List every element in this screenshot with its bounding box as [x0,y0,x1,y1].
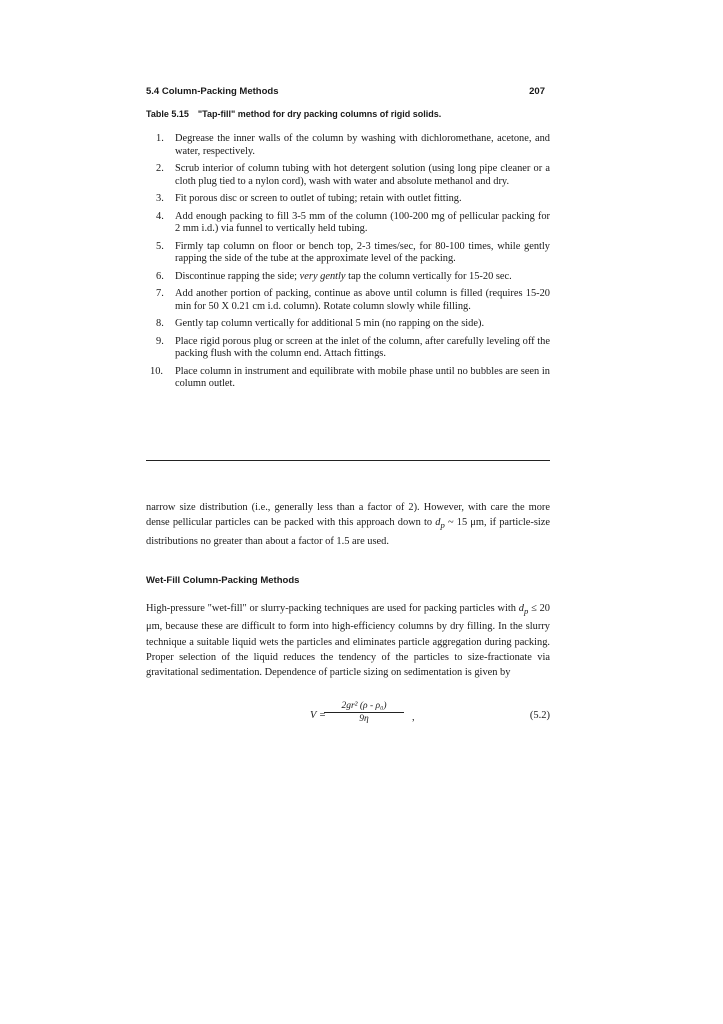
step-item [150,163,550,188]
step-number: 4. [156,210,164,222]
step-text: Place column in instrument and equilibrate with mobile phase until no bubbles are seen in column outlet. [175,365,550,389]
paragraph-text: ≤ 20 μm, because these are difficult to form into high-efficiency columns by dry filling. In the slurry technique a suitable liquid wets the particles and eliminates particle aggregation during packing. Proper selection of the liquid reduces the tendency of the particles to size-fractionate via gravitational sedimentation. Dependence of particle sizing on sedimentation is given by [146,603,550,679]
equation-comma: , [412,712,415,723]
section-heading: Wet-Fill Column-Packing Methods [146,575,300,586]
paragraph-text: High-pressure "wet-fill" or slurry-packing techniques are used for packing particles with [146,603,519,614]
equation-lhs: V = [310,710,326,721]
step-number: 1. [156,133,164,144]
step-text: Fit porous disc or screen to outlet of tubing; retain with outlet fitting. [175,193,462,204]
step-text: Discontinue rapping the side; [175,270,300,282]
equation-number: (5.2) [529,710,550,721]
step-item [150,336,550,361]
equation-fraction [324,700,404,726]
step-number: 9. [156,335,164,347]
step-emphasis: very gently [299,270,346,282]
step-item [150,366,550,391]
subscript: p [440,520,445,531]
step-number: 8. [156,318,164,329]
step-text: Add enough packing to fill 3-5 mm of the column (100-200 mg of pellicular packing for 2 mm i.d.) via funnel to vertically held tubing. [175,210,550,234]
step-number: 10. [150,365,163,377]
step-text: Add another portion of packing, continue as above until column is filled (requires 15-20 min for 50 X 0.21 cm i.d. column). Rotate column slowly while filling. [175,288,550,312]
equation-numerator: 2gr² (ρ - ρ₀) [324,700,404,713]
section-title: 5.4 Column-Packing Methods [146,86,279,97]
step-number: 2. [156,163,164,174]
paragraph-dry-packing [146,500,550,549]
step-text: tap the column vertically for 15-20 sec. [345,270,512,282]
page-number: 207 [529,86,545,97]
running-head [146,86,545,97]
paragraph-text: ~ 15 μm, if particle-size distributions no greater than about a factor of 1.5 are used. [146,517,550,547]
step-item [150,271,550,284]
subscript: p [523,606,529,617]
paragraph-text: narrow size distribution (i.e., generally less than a factor of 2). However, with care the more dense pellicular particles can be packed with this approach down to [146,502,550,529]
step-text: Firmly tap column on floor or bench top, 2-3 times/sec, for 80-100 times, while gently rapping the side of the tube at the approximate level of the packing. [175,240,550,264]
step-item [150,318,550,331]
step-number: 6. [156,270,164,282]
step-item [150,288,550,313]
step-number: 7. [156,288,164,299]
step-item [150,133,550,158]
equation-denominator: 9η [359,714,369,724]
table-label: Table 5.15 [146,109,189,119]
step-item [150,193,550,206]
procedure-steps [150,133,550,396]
step-text: Place rigid porous plug or screen at the inlet of the column, after carefully leveling off the packing flush with the column end. Attach fittings. [175,335,550,359]
step-text: Degrease the inner walls of the column by washing with dichloromethane, acetone, and water, respectively. [175,133,550,157]
paragraph-wet-fill [146,601,550,681]
table-bottom-rule [146,460,550,461]
step-item [150,241,550,266]
equation-5-2 [310,700,550,740]
table-title: "Tap-fill" method for dry packing columns of rigid solids. [197,109,442,119]
step-item [150,211,550,236]
step-number: 3. [156,193,164,204]
variable: d [518,603,524,614]
step-text: Gently tap column vertically for additional 5 min (no rapping on the side). [175,318,485,329]
step-text: Scrub interior of column tubing with hot detergent solution (using long pipe cleaner or a cloth plug tied to a nylon cord), wash with water and absolute methanol and dry. [175,163,550,187]
step-number: 5. [156,240,164,252]
table-caption [146,109,566,119]
variable: d [435,517,441,529]
